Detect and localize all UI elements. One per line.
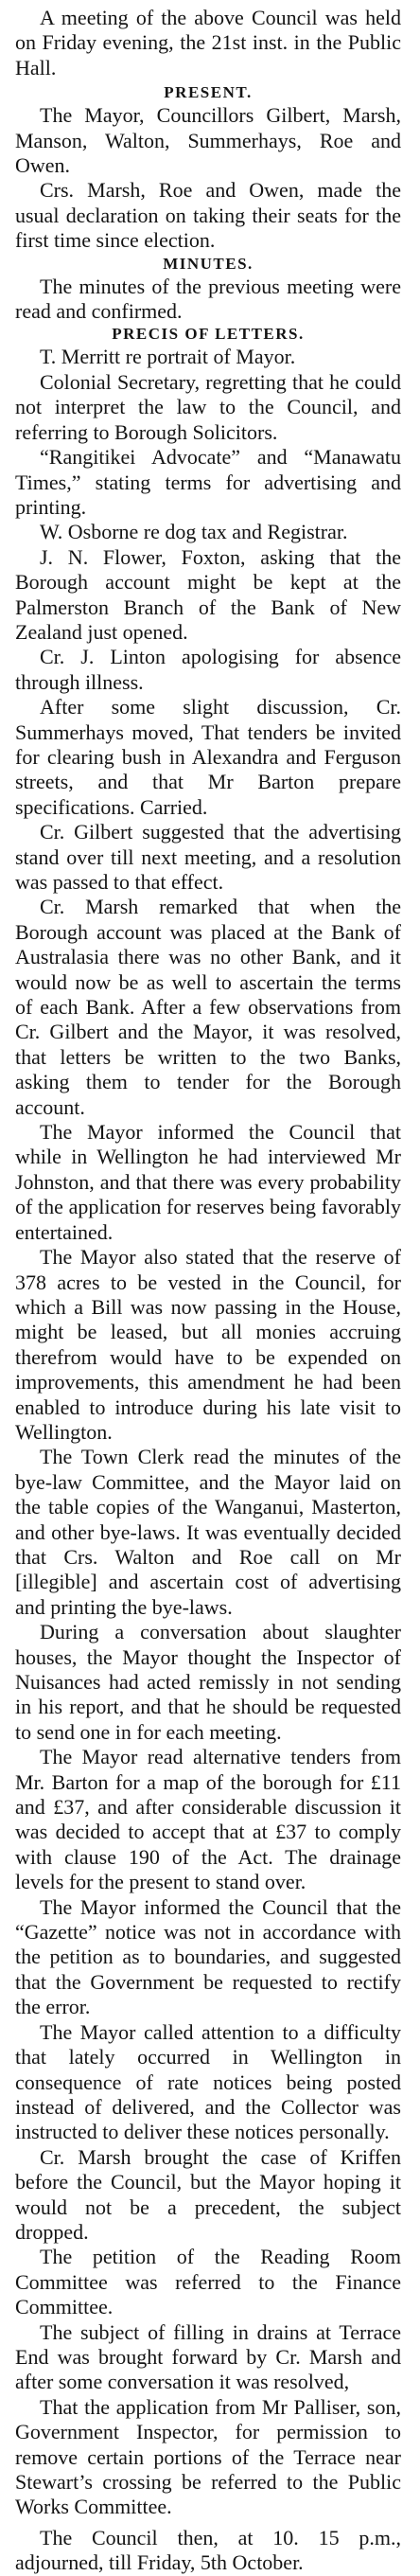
paragraph-advertising: Cr. Gilbert suggested that the advertising stand over till next meeting, and a resolution was passed to that effect. xyxy=(15,820,401,894)
letter-flower: J. N. Flower, Foxton, asking that the Borough account might be kept at the Palmerston Branch of the Bank of New Zealand just opened. xyxy=(15,544,401,644)
paragraph-terrace: That the application from Mr Palliser, son, Government Inspector, for permission to remove certain portions of the Terrace near Stewart’s crossing be referred to the Public Works Committee. xyxy=(15,2394,401,2519)
paragraph-tenders: After some slight discussion, Cr. Summerhays moved, That tenders be invited for clearing bush in Alexandra and Ferguson streets, and that Mr Barton prepare specifications. Carried. xyxy=(15,695,401,819)
paragraph-bank-account: Cr. Marsh remarked that when the Borough account was placed at the Bank of Australasia there was no other Bank, and it would now be as well to ascertain the terms of each Bank. After a few observations from Cr. Gilbert and the Mayor, it was resolved, that letters be written to the two Banks, asking them to tender for the Borough account. xyxy=(15,895,401,1119)
letter-linton: Cr. J. Linton apologising for absence through illness. xyxy=(15,645,401,694)
letters-heading: PRECIS OF LETTERS. xyxy=(112,325,305,344)
adjournment-paragraph: The Council then, at 10. 15 p.m., adjourned, till Friday, 5th October. xyxy=(15,2525,401,2575)
letter-osborne: W. Osborne re dog tax and Registrar. xyxy=(40,520,348,544)
letter-colonial-secretary: Colonial Secretary, regretting that he could not interpret the law to the Council, and referring to Borough Solicitors. xyxy=(15,369,401,444)
paragraph-rate-notices: The Mayor called attention to a difficulty that lately occurred in Wellington in consequence of rate notices being posted instead of delivered, and the Collector was instructed to deliver these notices personally. xyxy=(15,2019,401,2144)
intro-paragraph: A meeting of the above Council was held on Friday evening, the 21st inst. in the Public Hall. xyxy=(15,6,401,80)
paragraph-drains: The subject of filling in drains at Terrace End was brought forward by Cr. Marsh and after some conversation it was resolved, xyxy=(15,2319,401,2394)
paragraph-gazette-notice: The Mayor informed the Council that the “Gazette” notice was not in accordance with the petition as to boundaries, and suggested that the Government be requested to rectify the error. xyxy=(15,1894,401,2019)
present-members: The Mayor, Councillors Gilbert, Marsh, Manson, Walton, Summerhays, Roe and Owen. xyxy=(15,103,401,178)
paragraph-reading-room: The petition of the Reading Room Committee was referred to the Finance Committee. xyxy=(15,2245,401,2319)
paragraph-kriffen: Cr. Marsh brought the case of Kriffen before the Council, but the Mayor hoping it would not be a precedent, the subject dropped. xyxy=(15,2144,401,2244)
minutes-paragraph: The minutes of the previous meeting were read and confirmed. xyxy=(15,274,401,324)
declaration-paragraph: Crs. Marsh, Roe and Owen, made the usual declaration on taking their seats for the first time since election. xyxy=(15,178,401,253)
paragraph-bye-laws: The Town Clerk read the minutes of the bye-law Committee, and the Mayor laid on the table copies of the Wanganui, Masterton, and other bye-laws. It was eventually decided that Crs. Walton and Roe call on Mr [illegible] and ascertain cost of advertising and printing the bye-laws. xyxy=(15,1445,401,1619)
paragraph-reserve-lease: The Mayor also stated that the reserve of 378 acres to be vested in the Council, for which a Bill was now passing in the House, might be leased, but all monies accruing therefrom would have to be expended on improvements, this amendment he had been enabled to introduce during his late visit to Wellington. xyxy=(15,1245,401,1444)
present-heading: PRESENT. xyxy=(164,83,253,102)
letter-newspapers: “Rangitikei Advocate” and “Manawatu Times,” stating terms for advertising and printing. xyxy=(15,445,401,519)
minutes-heading: MINUTES. xyxy=(163,254,254,273)
paragraph-borough-map: The Mayor read alternative tenders from Mr. Barton for a map of the borough for £11 and £37, and after considerable discussion it was decided to accept that at £37 to comply with clause 190 of the Act. The drainage levels for the present to stand over. xyxy=(15,1745,401,1894)
paragraph-slaughter-houses: During a conversation about slaughter houses, the Mayor thought the Inspector of Nuisances had acted remissly in not sending in his report, and that he should be requested to send one in for each meeting. xyxy=(15,1620,401,1744)
letter-merritt: T. Merritt re portrait of Mayor. xyxy=(40,345,296,369)
paragraph-reserves: The Mayor informed the Council that while in Wellington he had interviewed Mr Johnston, and that there was every probability of the application for reserves being favorably entertained. xyxy=(15,1120,401,1244)
